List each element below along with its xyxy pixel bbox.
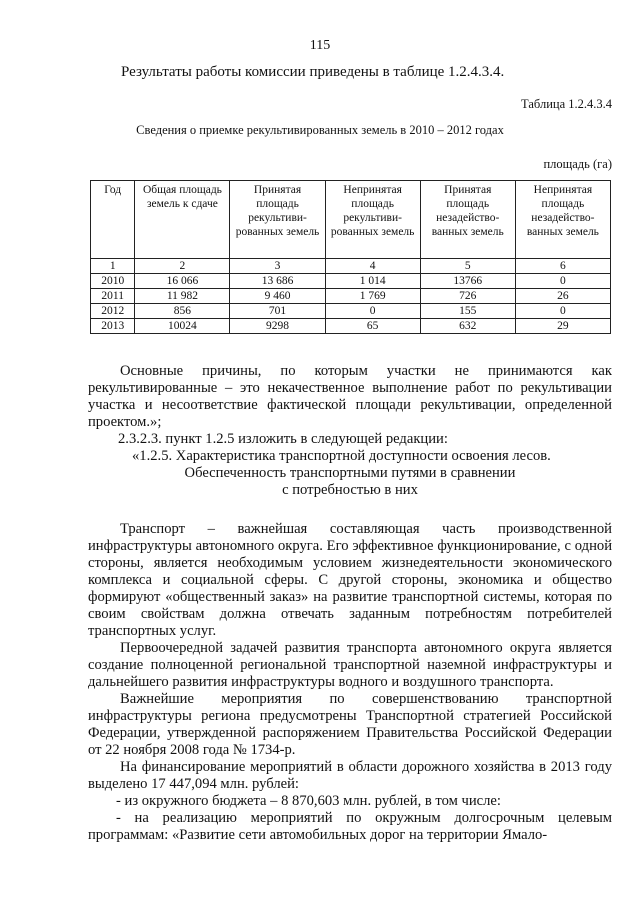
table-row (91, 274, 611, 289)
bullet-programs: - на реализацию мероприятий по окружным долгосрочным целевым программам: «Развитие сети автомобильных дорог на территории Ямало- (88, 810, 612, 843)
table-unit: площадь (га) (543, 157, 612, 171)
table-cell: 2013 (91, 319, 135, 334)
section-heading-line-1: «1.2.5. Характеристика транспортной доступности освоения лесов. (132, 448, 551, 464)
table-cell: 4 (325, 259, 420, 274)
header-accepted-reclaimed: Принятая площадь рекультиви-рованных земель (230, 181, 325, 259)
table-cell: 0 (515, 304, 610, 319)
main-text (88, 363, 612, 844)
table-cell: 9 460 (230, 289, 325, 304)
section-heading-line-2: Обеспеченность транспортными путями в сравнении (184, 465, 516, 481)
table-cell: 6 (515, 259, 610, 274)
page-number: 115 (309, 38, 331, 53)
table-header-row (91, 181, 611, 259)
paragraph-reasons: Основные причины, по которым участки не принимаются как рекультивированные – это некачественное выполнение работ по рекультивации участка и несоответствие фактической площади рекультивации, определенной проектом.»; (88, 363, 612, 430)
table-cell: 1 (91, 259, 135, 274)
table-cell: 2010 (91, 274, 135, 289)
table-cell: 9298 (230, 319, 325, 334)
table-row (91, 319, 611, 334)
table-cell: 13 686 (230, 274, 325, 289)
table-cell: 10024 (135, 319, 230, 334)
table-cell: 2011 (91, 289, 135, 304)
table-caption: Таблица 1.2.4.3.4 (521, 97, 612, 111)
paragraph-measures: Важнейшие мероприятия по совершенствованию транспортной инфраструктуры региона предусмотрены Транспортной стратегией Российской Федерации, утвержденной распоряжением Правительства Российской Федерации от 22 ноября 2008 года № 1734-р. (88, 691, 612, 758)
table-numbering-row (91, 259, 611, 274)
section-heading-line-3: с потребностью в них (282, 482, 418, 498)
table-cell: 0 (325, 304, 420, 319)
header-not-accepted-unused: Непринятая площадь незадейство-ванных земель (515, 181, 610, 259)
table-cell: 726 (420, 289, 515, 304)
table-cell: 3 (230, 259, 325, 274)
table-cell: 13766 (420, 274, 515, 289)
table-cell: 11 982 (135, 289, 230, 304)
bullet-budget: - из окружного бюджета – 8 870,603 млн. рублей, в том числе: (116, 793, 501, 809)
header-not-accepted-reclaimed: Непринятая площадь рекультиви-рованных земель (325, 181, 420, 259)
table-title: Сведения о приемке рекультивированных земель в 2010 – 2012 годах (136, 123, 504, 137)
table-cell: 632 (420, 319, 515, 334)
header-total-area: Общая площадь земель к сдаче (135, 181, 230, 259)
table-row (91, 304, 611, 319)
table-cell: 1 014 (325, 274, 420, 289)
table-cell: 65 (325, 319, 420, 334)
table-row (91, 289, 611, 304)
header-year: Год (91, 181, 135, 259)
table-cell: 856 (135, 304, 230, 319)
table-cell: 2012 (91, 304, 135, 319)
paragraph-priority: Первоочередной задачей развития транспорта автономного округа является создание полноценной региональной транспортной наземной инфраструктуры и дальнейшего развития инфраструктуры водного и воздушного транспорта. (88, 640, 612, 690)
paragraph-transport: Транспорт – важнейшая составляющая часть производственной инфраструктуры автономного округа. Его эффективное функционирование, с одной стороны, является необходимым условием жизнедеятельности экономического комплекса и социальной сферы. С другой стороны, экономика и общество формируют «общественный заказ» на развитие транспортной системы, которая по своим свойствам должна отвечать заданным потребностям потребителей транспортных услуг. (88, 521, 612, 639)
intro-sentence: Результаты работы комиссии приведены в таблице 1.2.4.3.4. (121, 64, 505, 80)
table-cell: 701 (230, 304, 325, 319)
paragraph-item-2323: 2.3.2.3. пункт 1.2.5 изложить в следующей редакции: (118, 431, 448, 447)
table-cell: 0 (515, 274, 610, 289)
table-cell: 29 (515, 319, 610, 334)
reclamation-table (90, 180, 611, 334)
paragraph-financing: На финансирование мероприятий в области дорожного хозяйства в 2013 году выделено 17 447,094 млн. рублей: (88, 759, 612, 792)
table-cell: 16 066 (135, 274, 230, 289)
header-accepted-unused: Принятая площадь незадейство-ванных земель (420, 181, 515, 259)
table-cell: 5 (420, 259, 515, 274)
table-cell: 2 (135, 259, 230, 274)
table-cell: 155 (420, 304, 515, 319)
table-cell: 26 (515, 289, 610, 304)
table-cell: 1 769 (325, 289, 420, 304)
